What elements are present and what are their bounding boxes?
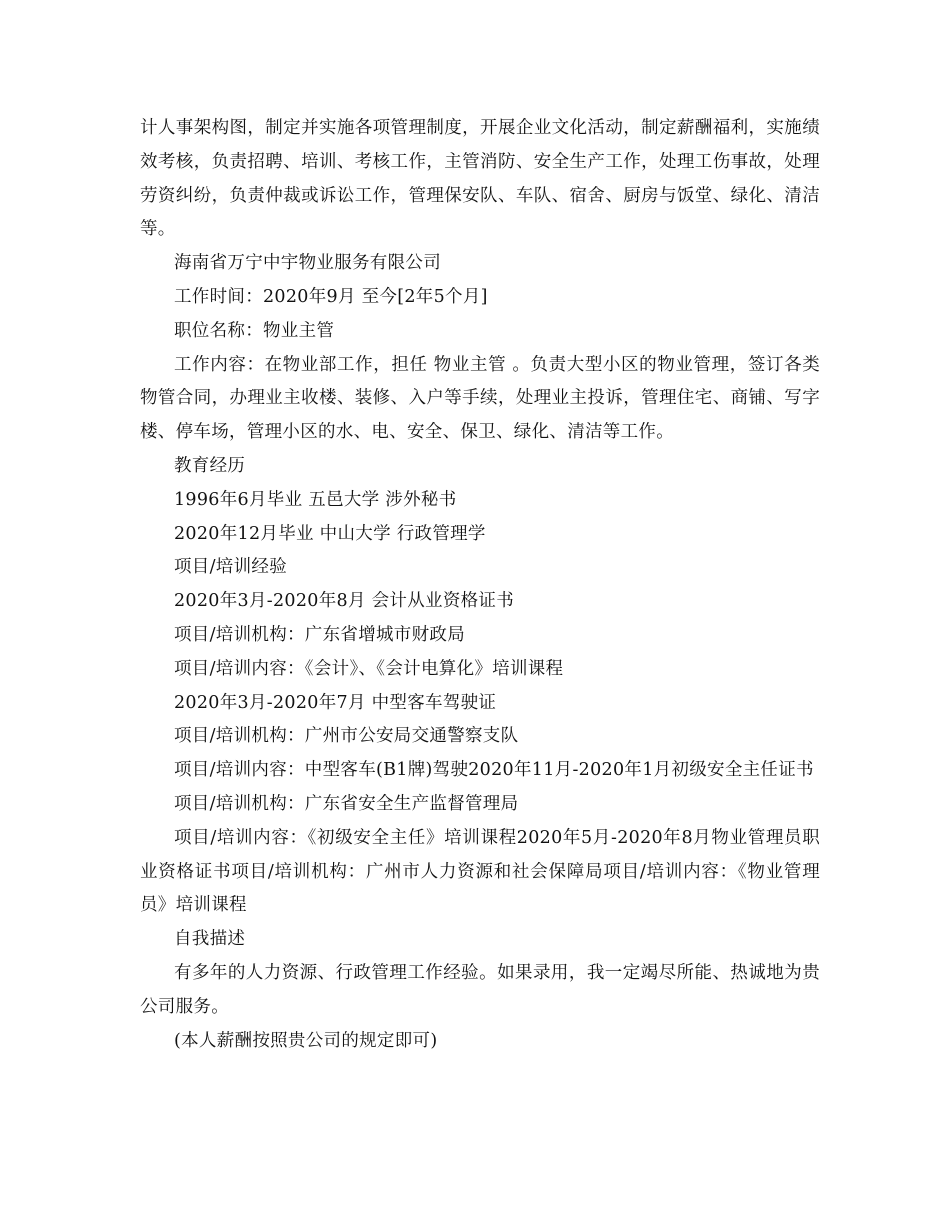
paragraph-position-title: 职位名称：物业主管 (174, 320, 335, 341)
paragraph-training-2-title: 2020年3月-2020年7月 中型客车驾驶证 (174, 692, 497, 713)
paragraph-training-3-content: 项目/培训内容：《初级安全主任》培训课程2020年5月-2020年8月物业管理员职业资格证书项目/培训机构：广州市人力资源和社会保障局项目/培训内容：《物业管理员》培训课程 (140, 827, 820, 916)
paragraph-training-1-title: 2020年3月-2020年8月 会计从业资格证书 (174, 591, 515, 612)
paragraph-self-description: 有多年的人力资源、行政管理工作经验。如果录用，我一定竭尽所能、热诚地为贵公司服务。 (140, 962, 820, 1017)
paragraph-company-name: 海南省万宁中宇物业服务有限公司 (174, 253, 441, 274)
paragraph-continued-duties: 计人事架构图，制定并实施各项管理制度，开展企业文化活动，制定薪酬福利，实施绩效考核，负责招聘、培训、考核工作，主管消防、安全生产工作，处理工伤事故，处理劳资纠纷，负责仲裁或诉讼工作，管理保安队、车队、宿舍、厨房与饭堂、绿化、清洁等。 (140, 118, 820, 240)
section-heading-self-description: 自我描述 (174, 929, 246, 950)
paragraph-education-2: 2020年12月毕业 中山大学 行政管理学 (174, 523, 486, 544)
paragraph-salary-note: (本人薪酬按照贵公司的规定即可) (174, 1030, 438, 1051)
paragraph-training-1-institution: 项目/培训机构：广东省增城市财政局 (174, 624, 465, 645)
paragraph-training-2-content: 项目/培训内容：中型客车(B1牌)驾驶2020年11月-2020年1月初级安全主任证书 (174, 760, 814, 781)
paragraph-work-period: 工作时间：2020年9月 至今[2年5个月] (174, 286, 488, 307)
document-body (140, 112, 820, 1058)
paragraph-work-content: 工作内容：在物业部工作，担任 物业主管 。负责大型小区的物业管理，签订各类物管合同，办理业主收楼、装修、入户等手续，处理业主投诉，管理住宅、商铺、写字楼、停车场，管理小区的水、电、安全、保卫、绿化、清洁等工作。 (140, 354, 820, 443)
paragraph-training-1-content: 项目/培训内容：《会计》、《会计电算化》培训课程 (174, 658, 564, 679)
paragraph-training-3-institution: 项目/培训机构：广东省安全生产监督管理局 (174, 793, 519, 814)
paragraph-education-1: 1996年6月毕业 五邑大学 涉外秘书 (174, 489, 457, 510)
paragraph-training-2-institution: 项目/培训机构：广州市公安局交通警察支队 (174, 726, 519, 747)
section-heading-education: 教育经历 (174, 455, 246, 476)
section-heading-training: 项目/培训经验 (174, 557, 287, 578)
